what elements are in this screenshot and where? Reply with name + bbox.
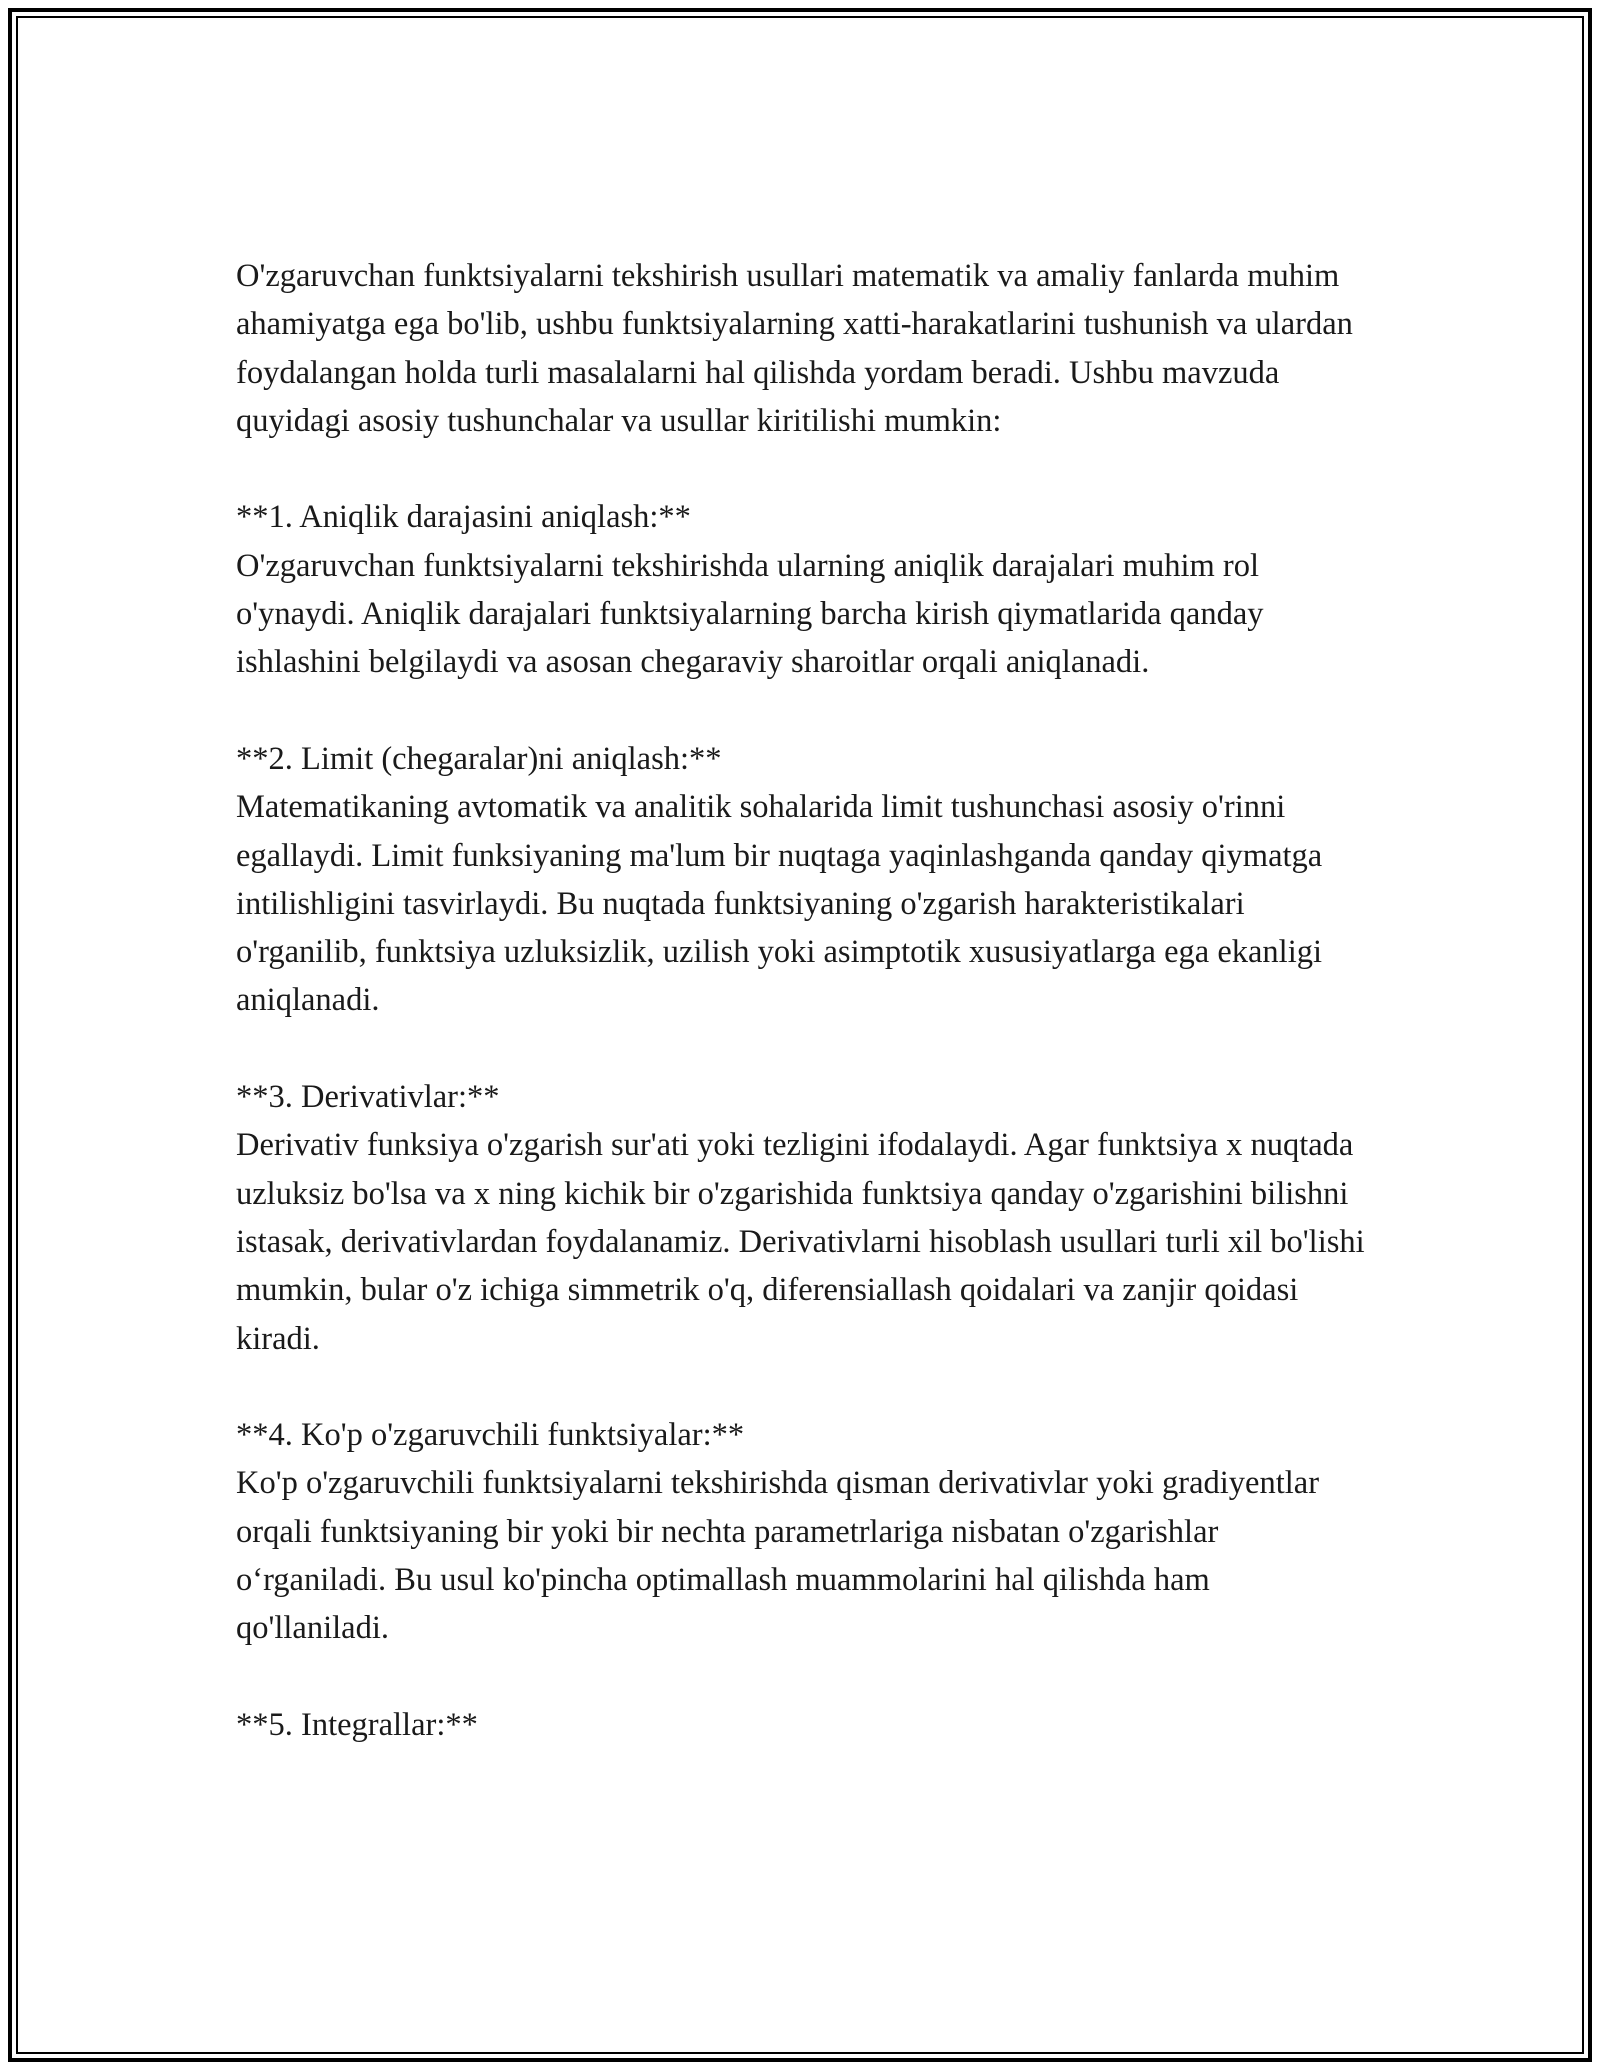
- section-1-body: O'zgaruvchan funktsiyalarni tekshirishda ularning aniqlik darajalari muhim rol o'ynaydi. Aniqlik darajalari funktsiyalarning barcha kirish qiymatlarida qanday ishlashini belgilaydi va asosan chegaraviy sharoitlar orqali aniqlanadi.: [236, 547, 1264, 681]
- section-5-heading: **5. Integrallar:**: [236, 1706, 478, 1743]
- section-2-body: Matematikaning avtomatik va analitik sohalarida limit tushunchasi asosiy o'rinni egallaydi. Limit funksiyaning ma'lum bir nuqtaga yaqinlashganda qanday qiymatga intilishligini tasvirlaydi. Bu nuqtada funktsiyaning o'zgarish harakteristikalari o'rganilib, funktsiya uzluksizlik, uzilish yoki asimptotik xususiyatlarga ega ekanligi aniqlanadi.: [236, 789, 1323, 1019]
- intro-paragraph: O'zgaruvchan funktsiyalarni tekshirish usullari matematik va amaliy fanlarda muhim ahamiyatga ega bo'lib, ushbu funktsiyalarning xatti-harakatlarini tushunish va ulardan foydalangan holda turli masalalarni hal qilishda yordam beradi. Ushbu mavzuda quyidagi asosiy tushunchalar va usullar kiritilishi mumkin:: [236, 258, 1353, 439]
- paragraph-gap: [236, 1363, 1366, 1411]
- paragraph-gap: [236, 687, 1366, 735]
- section-4-body: Ko'p o'zgaruvchili funktsiyalarni tekshirishda qisman derivativlar yoki gradiyentlar orqali funktsiyaning bir yoki bir nechta parametrlariga nisbatan o'zgarishlar o‘rganiladi. Bu usul ko'pincha optimallash muammolarini hal qilishda ham qo'llaniladi.: [236, 1465, 1320, 1647]
- section-4-heading: **4. Ko'p o'zgaruvchili funktsiyalar:**: [236, 1417, 745, 1454]
- section-1-heading: **1. Aniqlik darajasini aniqlash:**: [236, 499, 691, 536]
- section-3-heading: **3. Derivativlar:**: [236, 1079, 500, 1116]
- document-body: [236, 252, 1366, 1749]
- paragraph-gap: [236, 445, 1366, 493]
- paragraph-gap: [236, 1025, 1366, 1073]
- paragraph-gap: [236, 1653, 1366, 1701]
- section-3-body: Derivativ funksiya o'zgarish sur'ati yoki tezligini ifodalaydi. Agar funktsiya x nuqtada uzluksiz bo'lsa va x ning kichik bir o'zgarishida funktsiya qanday o'zgarishini bilishni istasak, derivativlardan foydalanamiz. Derivativlarni hisoblash usullari turli xil bo'lishi mumkin, bular o'z ichiga simmetrik o'q, diferensiallash qoidalari va zanjir qoidasi kiradi.: [236, 1127, 1365, 1357]
- section-2-heading: **2. Limit (chegaralar)ni aniqlash:**: [236, 740, 722, 777]
